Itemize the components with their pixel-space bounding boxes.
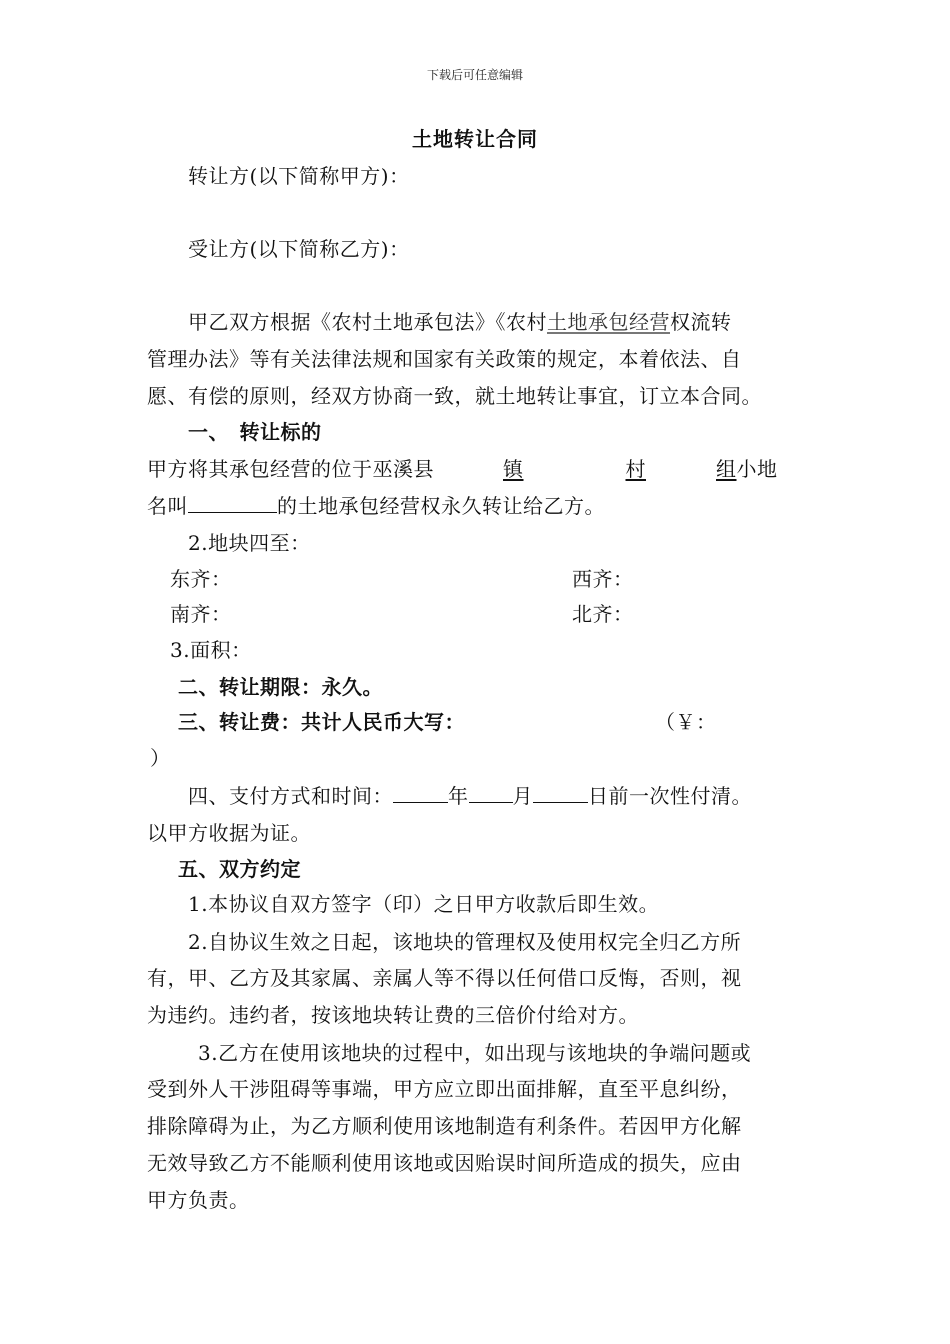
section-2-term: 二、转让期限：永久。 [178, 675, 383, 699]
clause-1: 1.本协议自双方签字（印）之日甲方收款后即生效。 [188, 892, 660, 916]
year-blank [393, 782, 448, 803]
boundary-label: 2.地块四至： [188, 531, 311, 555]
intro-line-3: 愿、有偿的原则，经双方协商一致，就土地转让事宜，订立本合同。 [147, 384, 762, 408]
payment-line-2: 以甲方收据为证。 [147, 821, 311, 845]
clause-3-line-4: 无效导致乙方不能顺利使用该地或因贻误时间所造成的损失，应由 [147, 1151, 742, 1175]
payment-text: 四、支付方式和时间： [188, 784, 393, 808]
subject-line-1 [147, 453, 778, 482]
east-boundary: 东齐： [170, 567, 232, 591]
section-1-heading: 一、 转让标的 [188, 420, 322, 444]
day-blank [533, 782, 588, 803]
subject-text-a: 甲方将其承包经营的位于巫溪县 [147, 457, 434, 481]
subject-line-2 [147, 490, 605, 519]
fee-yen-label: （￥： [655, 710, 717, 734]
party-a-line: 转让方(以下简称甲方)： [188, 164, 410, 188]
page-header: 下载后可任意编辑 [426, 68, 523, 82]
year-label: 年 [448, 784, 469, 808]
section-5-heading: 五、双方约定 [178, 857, 301, 881]
clause-2-line-2: 有，甲、乙方及其家属、亲属人等不得以任何借口反悔，否则，视 [147, 966, 742, 990]
subject-text-c: 名叫 [147, 494, 188, 518]
north-boundary: 北齐： [572, 602, 634, 626]
day-label: 日前一次性付清。 [588, 784, 752, 808]
group-label: 组 [716, 457, 737, 481]
section-4-payment [188, 780, 752, 809]
clause-2-line-1: 2.自协议生效之日起，该地块的管理权及使用权完全归乙方所 [188, 930, 742, 954]
area-label: 3.面积： [170, 638, 252, 662]
clause-3-line-5: 甲方负责。 [147, 1188, 250, 1212]
clause-3-line-3: 排除障碍为止，为乙方顺利使用该地制造有利条件。若因甲方化解 [147, 1114, 742, 1138]
intro-text-a: 甲乙双方根据《农村土地承包法》《农村 [188, 310, 547, 334]
intro-line-1 [188, 306, 732, 335]
clause-2-line-3: 为违约。违约者，按该地块转让费的三倍价付给对方。 [147, 1003, 639, 1027]
party-b-line: 受让方(以下简称乙方)： [188, 237, 410, 261]
south-boundary: 南齐： [170, 602, 232, 626]
intro-line-2: 管理办法》等有关法律法规和国家有关政策的规定，本着依法、自 [147, 347, 742, 371]
subject-text-b: 小地 [736, 457, 778, 481]
place-name-blank [188, 492, 277, 513]
contract-title: 土地转让合同 [412, 127, 538, 151]
clause-3-line-1: 3.乙方在使用该地块的过程中，如出现与该地块的争端问题或 [198, 1041, 752, 1065]
fee-close-paren: ） [150, 746, 171, 770]
village-label: 村 [625, 457, 646, 481]
clause-3-line-2: 受到外人干涉阻碍等事端，甲方应立即出面排解，直至平息纠纷， [147, 1077, 742, 1101]
intro-link[interactable]: 土地承包经营 [547, 310, 670, 334]
month-blank [469, 782, 513, 803]
intro-text-b: 权流转 [670, 310, 732, 334]
town-label: 镇 [503, 457, 524, 481]
section-3-fee: 三、转让费：共计人民币大写： [178, 710, 465, 734]
west-boundary: 西齐： [572, 567, 634, 591]
subject-text-d: 的土地承包经营权永久转让给乙方。 [277, 494, 605, 518]
location-blanks [434, 457, 737, 481]
month-label: 月 [512, 784, 533, 808]
